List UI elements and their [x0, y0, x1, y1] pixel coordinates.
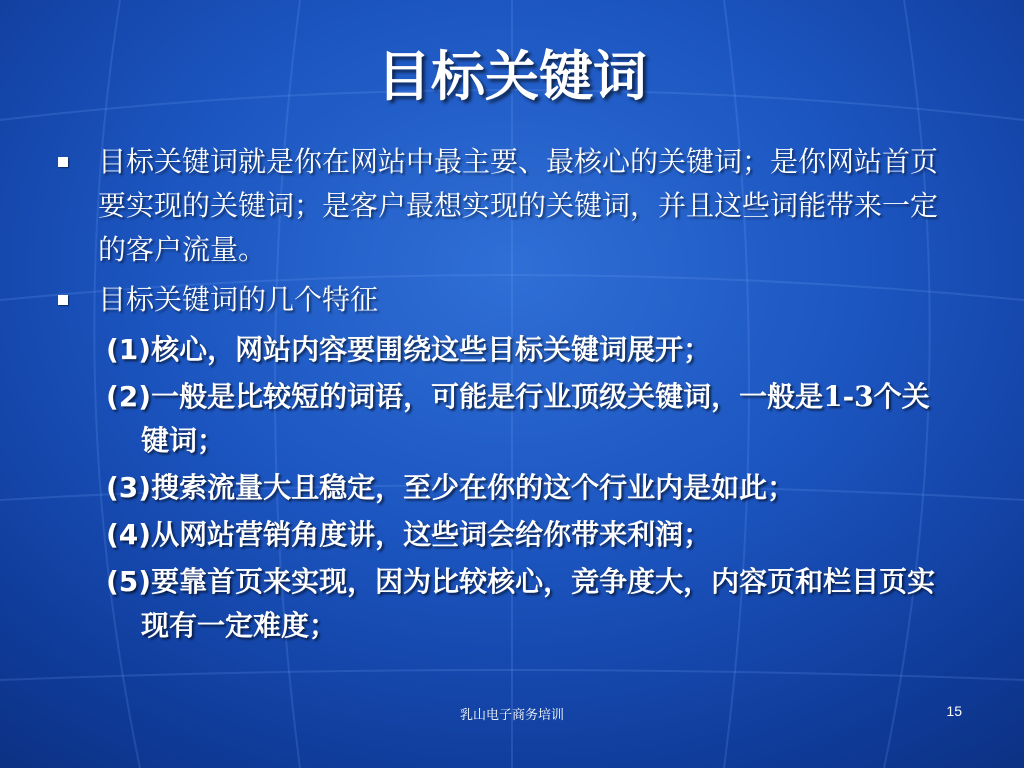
feature-number: (3) [106, 471, 152, 504]
feature-item [56, 560, 956, 648]
feature-item [56, 375, 956, 463]
page-number: 15 [946, 703, 962, 719]
feature-item [56, 466, 956, 510]
bullet-item-features [56, 278, 956, 322]
feature-text: 要靠首页来实现，因为比较核心，竞争度大，内容页和栏目页实现有一定难度； [141, 565, 936, 642]
feature-list [56, 328, 956, 648]
feature-text: 搜索流量大且稳定，至少在你的这个行业内是如此； [151, 471, 796, 504]
footer-text: 乳山电子商务培训 [459, 708, 564, 723]
square-bullet-icon [58, 295, 68, 305]
slide-title: 目标关键词 [377, 44, 647, 108]
feature-item [56, 328, 956, 372]
square-bullet-icon [58, 157, 68, 167]
feature-number: (1) [106, 333, 152, 366]
feature-text: 一般是比较短的词语，可能是行业顶级关键词，一般是1-3个关键词； [141, 380, 930, 457]
feature-text: 从网站营销角度讲，这些词会给你带来利润； [151, 518, 712, 551]
bullet-text: 目标关键词就是你在网站中最主要、最核心的关键词；是你网站首页要实现的关键词；是客户最想实现的关键词，并且这些词能带来一定的客户流量。 [98, 145, 939, 266]
bullet-item-definition [56, 140, 956, 272]
bullet-text: 目标关键词的几个特征 [98, 283, 379, 316]
feature-number: (5) [106, 565, 152, 598]
feature-text: 核心，网站内容要围绕这些目标关键词展开； [151, 333, 712, 366]
feature-number: (4) [106, 518, 152, 551]
slide-body [56, 140, 956, 651]
feature-item [56, 513, 956, 557]
feature-number: (2) [106, 380, 152, 413]
